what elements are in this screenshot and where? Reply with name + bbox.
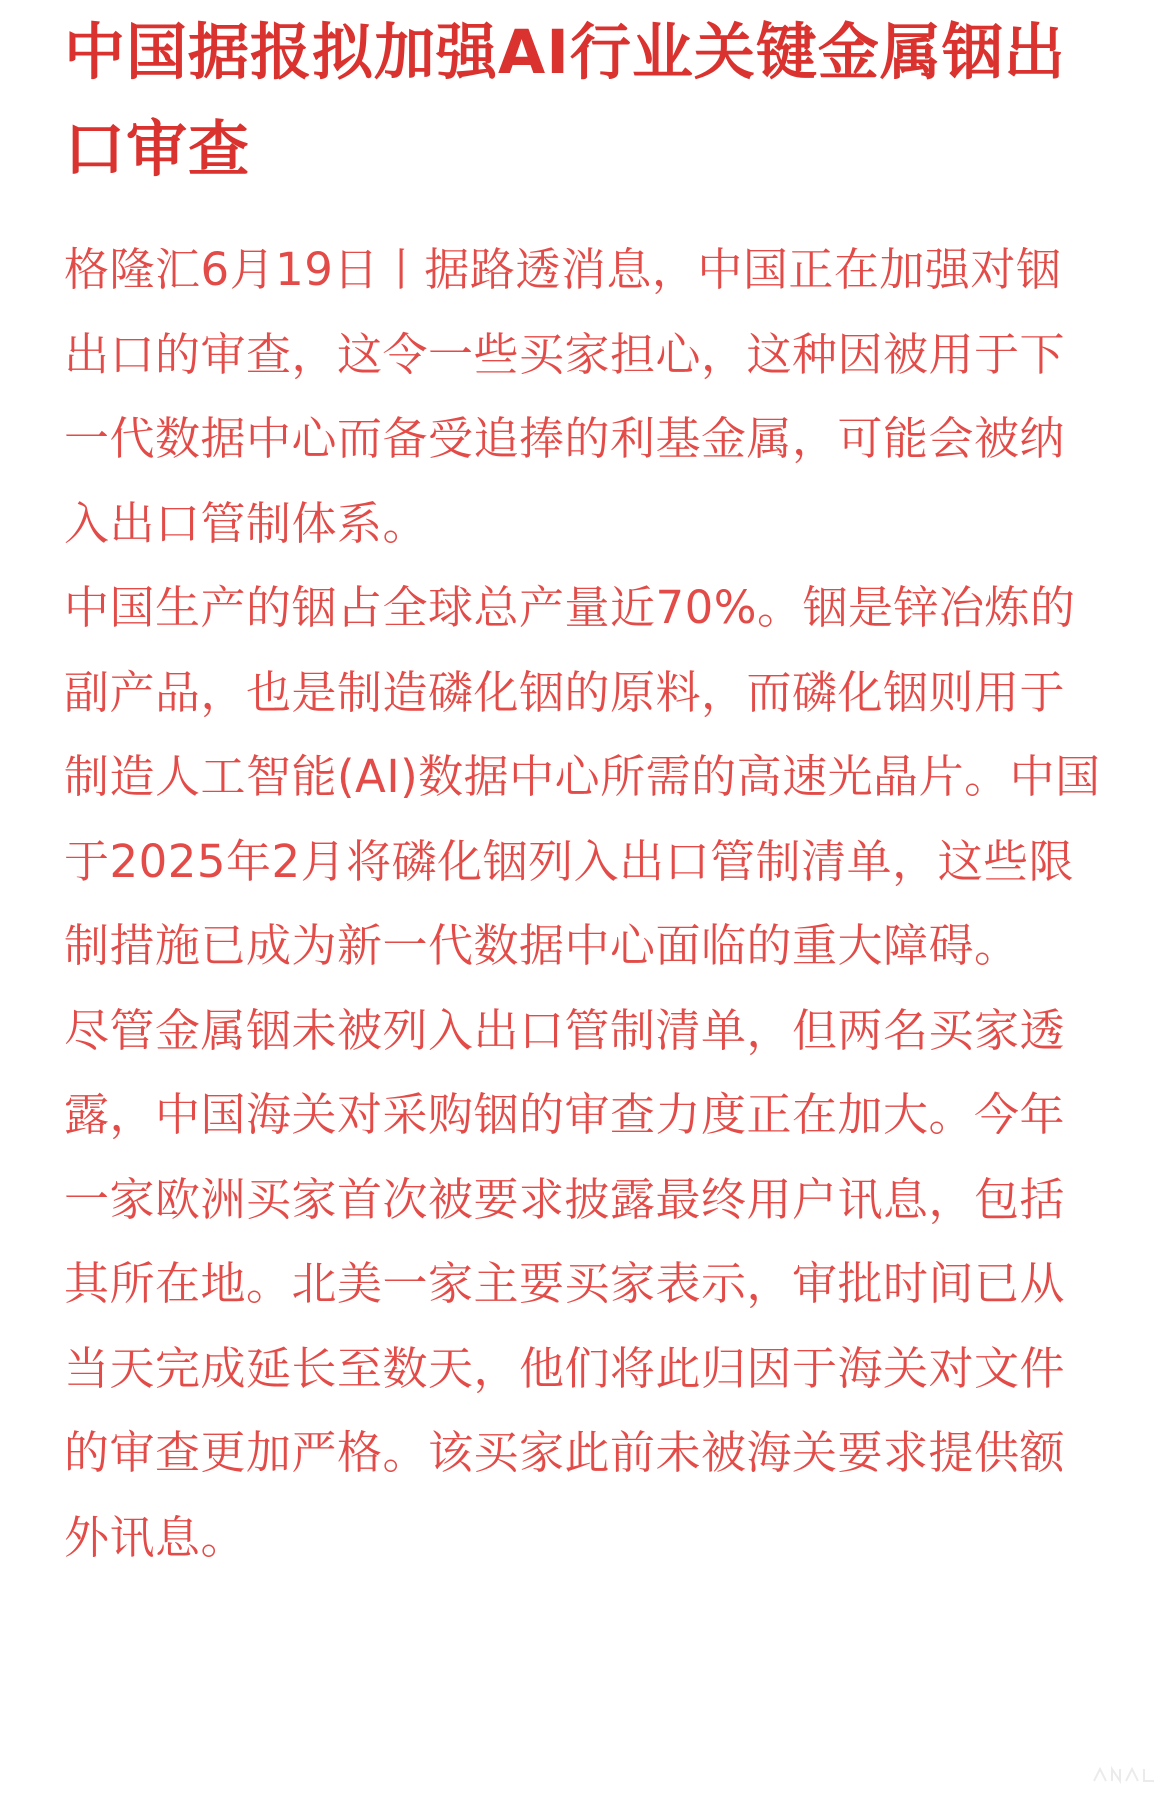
article-headline: 中国据报拟加强AI行业关键金属铟出口审查 <box>64 17 1066 185</box>
article-paragraph-1: 格隆汇6月19日丨据路透消息，中国正在加强对铟出口的审查，这令一些买家担心，这种因被用于下一代数据中心而备受追捧的利基金属，可能会被纳入出口管制体系。 <box>64 243 1066 550</box>
article-paragraph-2: 中国生产的铟占全球总产量近70%。铟是锌冶炼的副产品，也是制造磷化铟的原料，而磷化铟则用于制造人工智能(AI)数据中心所需的高速光晶片。中国于2025年2月将磷化铟列入出口管制清单，这些限制措施已成为新一代数据中心面临的重大障碍。 <box>64 581 1101 972</box>
article-paragraph-3: 尽管金属铟未被列入出口管制清单，但两名买家透露，中国海关对采购铟的审查力度正在加大。今年一家欧洲买家首次被要求披露最终用户讯息，包括其所在地。北美一家主要买家表示，审批时间已从当天完成延长至数天，他们将此归因于海关对文件的审查更加严格。该买家此前未被海关要求提供额外讯息。 <box>64 1003 1066 1564</box>
news-article <box>64 0 1104 1580</box>
watermark-icon <box>1090 1761 1160 1787</box>
article-body <box>64 228 1104 1580</box>
